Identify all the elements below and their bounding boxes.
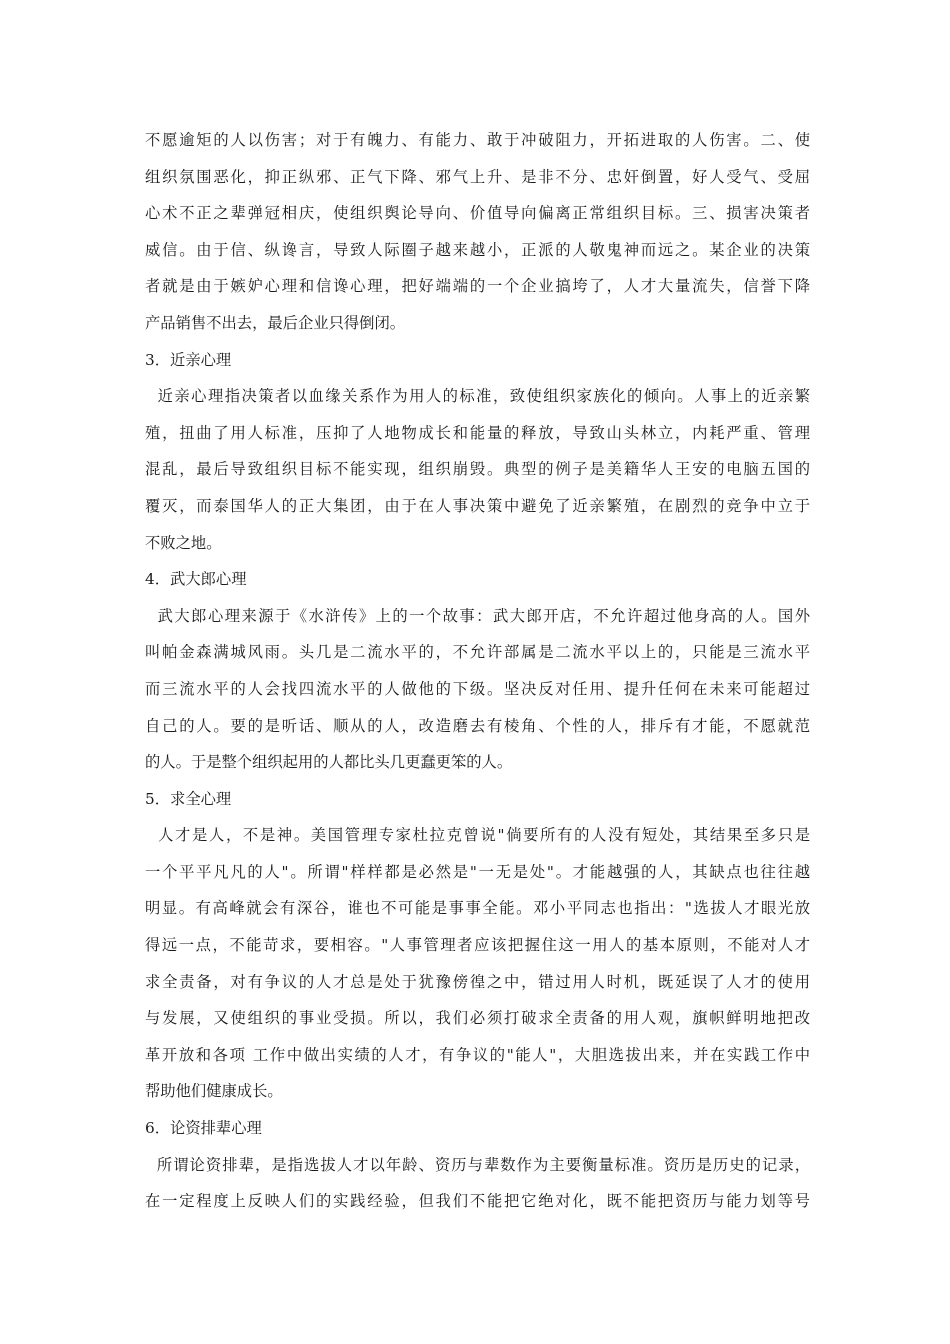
text-line: 者就是由于嫉妒心理和信谗心理，把好端端的一个企业搞垮了，人才大量流失，信誉下降 <box>145 277 810 296</box>
text-line: 近亲心理指决策者以血缘关系作为用人的标准，致使组织家族化的倾向。人事上的近亲繁 <box>145 387 810 406</box>
paragraph-envy-consequences <box>145 122 810 342</box>
text-line: 混乱，最后导致组织目标不能实现，组织崩毁。典型的例子是美籍华人王安的电脑五国的 <box>145 460 810 479</box>
text-line: 自己的人。要的是听话、顺从的人，改造磨去有棱角、个性的人，排斥有才能，不愿就范 <box>145 716 810 735</box>
text-line: 得远一点，不能苛求，要相容。"人事管理者应该把握住这一用人的基本原则，不能对人才 <box>145 936 810 955</box>
paragraph-nepotism <box>145 378 810 561</box>
paragraph-perfectionism <box>145 817 810 1110</box>
text-line: 武大郎心理来源于《水浒传》上的一个故事：武大郎开店，不允许超过他身高的人。国外 <box>145 606 810 625</box>
text-line: 产品销售不出去，最后企业只得倒闭。 <box>145 313 406 332</box>
text-line: 所谓论资排辈，是指选拔人才以年龄、资历与辈数作为主要衡量标准。资历是历史的记录， <box>145 1155 810 1174</box>
document-page <box>145 122 810 1220</box>
section-heading-seniority: 6．论资排辈心理 <box>145 1119 262 1138</box>
paragraph-wudalang <box>145 598 810 781</box>
section-heading-perfectionism: 5．求全心理 <box>145 789 232 808</box>
text-line: 心术不正之辈弹冠相庆，使组织舆论导向、价值导向偏离正常组织目标。三、损害决策者 <box>145 204 810 223</box>
text-line: 与发展，又使组织的事业受损。所以，我们必须打破求全责备的用人观，旗帜鲜明地把改 <box>145 1009 810 1028</box>
paragraph-seniority <box>145 1147 810 1220</box>
text-line: 求全责备，对有争议的人才总是处于犹豫傍徨之中，错过用人时机，既延误了人才的使用 <box>145 972 810 991</box>
text-line: 人才是人，不是神。美国管理专家杜拉克曾说"倘要所有的人没有短处，其结果至多只是 <box>145 826 810 845</box>
text-line: 殖，扭曲了用人标准，压抑了人地物成长和能量的释放，导致山头林立，内耗严重、管理 <box>145 423 810 442</box>
text-line: 不愿逾矩的人以伤害；对于有魄力、有能力、敢于冲破阻力，开拓进取的人伤害。二、使 <box>145 131 810 149</box>
text-line: 帮助他们健康成长。 <box>145 1082 283 1101</box>
text-line: 明显。有高峰就会有深谷，谁也不可能是事事全能。邓小平同志也指出："选拔人才眼光放 <box>145 899 810 918</box>
text-line: 而三流水平的人会找四流水平的人做他的下级。坚决反对任用、提升任何在未来可能超过 <box>145 679 810 698</box>
text-line: 叫帕金森满城风雨。头几是二流水平的，不允许部属是二流水平以上的，只能是三流水平 <box>145 643 810 662</box>
text-line: 不败之地。 <box>145 533 222 552</box>
section-heading-wudalang: 4．武大郎心理 <box>145 570 247 589</box>
section-heading-nepotism: 3．近亲心理 <box>145 350 232 369</box>
text-line: 覆灭，而泰国华人的正大集团，由于在人事决策中避免了近亲繁殖，在剧烈的竞争中立于 <box>145 496 810 515</box>
text-line: 在一定程度上反映人们的实践经验，但我们不能把它绝对化，既不能把资历与能力划等号 <box>145 1192 810 1211</box>
text-line: 的人。于是整个组织起用的人都比头几更蠢更笨的人。 <box>145 753 513 772</box>
text-line: 组织氛围恶化，抑正纵邪、正气下降、邪气上升、是非不分、忠奸倒置，好人受气、受屈 <box>145 167 810 186</box>
text-line: 威信。由于信、纵谗言，导致人际圈子越来越小，正派的人敬鬼神而远之。某企业的决策 <box>145 240 810 259</box>
text-line: 一个平平凡凡的人"。所谓"样样都是必然是"一无是处"。才能越强的人，其缺点也往往越 <box>145 862 810 881</box>
text-line: 革开放和各项 工作中做出实绩的人才，有争议的"能人"，大胆选拔出来，并在实践工作中 <box>145 1045 810 1064</box>
